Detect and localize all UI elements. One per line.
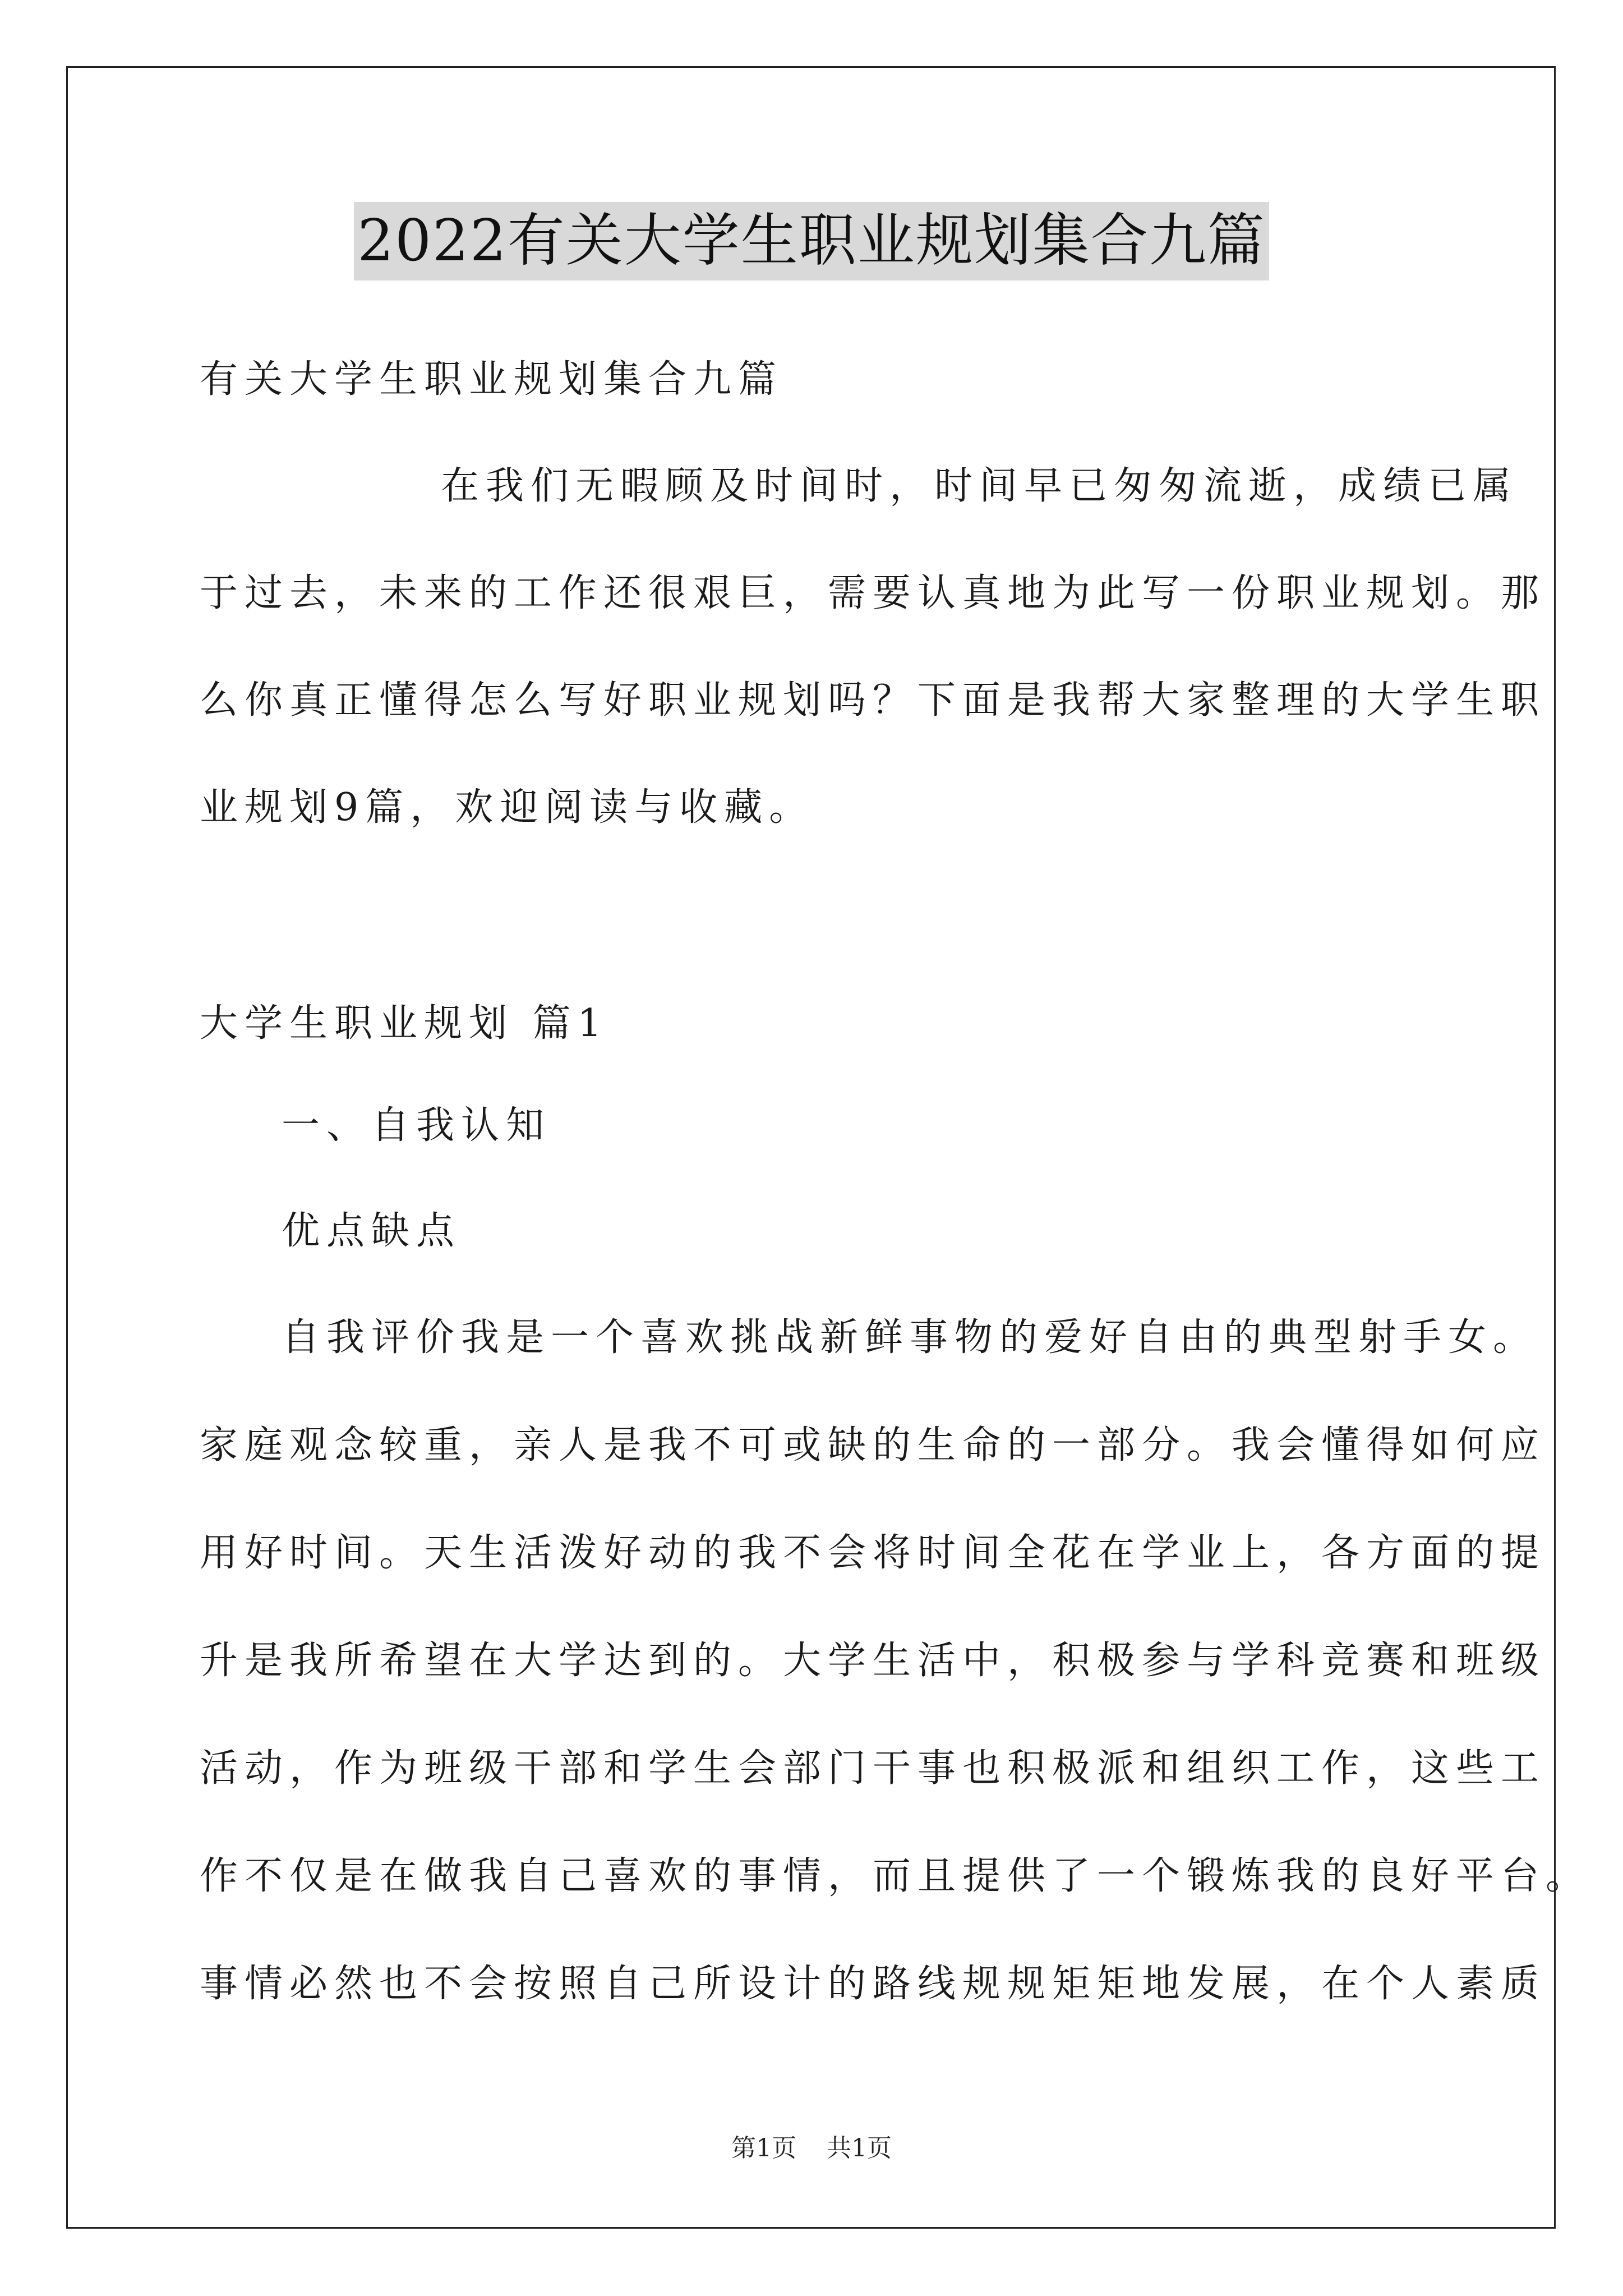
intro-paragraph bbox=[200, 461, 1546, 890]
section-heading: 大学生职业规划 篇1 bbox=[200, 1001, 608, 1046]
intro-title: 有关大学生职业规划集合九篇 bbox=[200, 357, 783, 402]
subheading-self-awareness: 一、自我认知 bbox=[282, 1103, 551, 1148]
intro-line: 么你真正懂得怎么写好职业规划吗？下面是我帮大家整理的大学生职 bbox=[200, 678, 1546, 723]
body-paragraph bbox=[200, 1313, 1591, 2067]
body-line: 事情必然也不会按照自己所设计的路线规规矩矩地发展，在个人素质 bbox=[200, 1962, 1546, 2006]
intro-line: 业规划9篇，欢迎阅读与收藏。 bbox=[200, 785, 814, 830]
subheading-strengths-weaknesses: 优点缺点 bbox=[282, 1209, 462, 1253]
intro-line: 在我们无暇顾及时间时，时间早已匆匆流逝，成绩已属 bbox=[441, 464, 1518, 508]
title-wrapper bbox=[0, 202, 1623, 280]
intro-line: 于过去，未来的工作还很艰巨，需要认真地为此写一份职业规划。那 bbox=[200, 571, 1546, 615]
document-title: 2022有关大学生职业规划集合九篇 bbox=[354, 202, 1269, 280]
body-line: 自我评价我是一个喜欢挑战新鲜事物的爱好自由的典型射手女。 bbox=[282, 1315, 1538, 1360]
page-footer bbox=[0, 2132, 1623, 2165]
body-line: 升是我所希望在大学达到的。大学生活中，积极参与学科竞赛和班级 bbox=[200, 1639, 1546, 1683]
page-number: 第1页 bbox=[731, 2134, 796, 2162]
body-line: 活动，作为班级干部和学生会部门干事也积极派和组织工作，这些工 bbox=[200, 1746, 1546, 1791]
page-total: 共1页 bbox=[827, 2134, 892, 2162]
body-line: 用好时间。天生活泼好动的我不会将时间全花在学业上，各方面的提 bbox=[200, 1531, 1546, 1575]
body-line: 作不仅是在做我自己喜欢的事情，而且提供了一个锻炼我的良好平台。 bbox=[200, 1854, 1591, 1898]
body-line: 家庭观念较重，亲人是我不可或缺的生命的一部分。我会懂得如何应 bbox=[200, 1423, 1546, 1467]
